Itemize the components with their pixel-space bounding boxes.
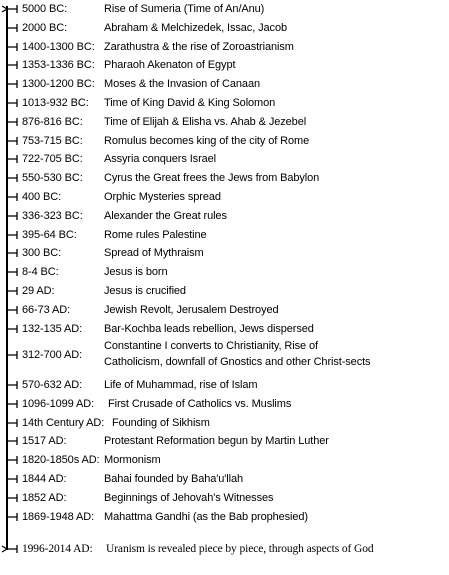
entry-event: Bahai founded by Baha'u'llah	[104, 473, 244, 485]
entry-event: Bar-Kochba leads rebellion, Jews dispersed	[104, 322, 314, 335]
timeline-tick-icon	[0, 169, 22, 188]
entry-date: 1517 AD:	[22, 435, 67, 448]
entry-date: 722-705 BC:	[22, 153, 83, 166]
entry-date: 312-700 AD:	[22, 349, 83, 362]
entry-date: 1013-932 BC:	[22, 97, 89, 109]
timeline-entry	[0, 94, 449, 113]
entry-event: Alexander the Great rules	[104, 209, 227, 222]
entry-date: 876-816 BC:	[22, 115, 83, 128]
entry-date: 14th Century AD:	[22, 416, 105, 429]
timeline-entry	[0, 376, 449, 395]
entry-date: 1996-2014 AD:	[22, 543, 93, 555]
timeline-tick-icon	[0, 56, 22, 75]
entry-date: 1844 AD:	[22, 473, 67, 485]
entry-event: Time of Elijah & Elisha vs. Ahab & Jezebel	[104, 115, 307, 128]
timeline-tick-icon	[0, 395, 22, 414]
entry-event: Life of Muhammad, rise of Islam	[104, 379, 258, 391]
timeline-entry	[0, 470, 449, 489]
entry-event: Romulus becomes king of the city of Rome	[104, 134, 310, 147]
timeline-tick-icon	[0, 540, 22, 559]
timeline-tick-icon	[0, 207, 22, 226]
timeline-entry	[0, 263, 449, 282]
entry-event: Moses & the Invasion of Canaan	[104, 78, 260, 91]
timeline-tick-icon	[0, 38, 22, 57]
timeline-tick-icon	[0, 94, 22, 113]
timeline-tick-icon	[0, 75, 22, 94]
entry-date: 66-73 AD:	[22, 303, 71, 316]
timeline-tick-icon	[0, 414, 22, 433]
entry-event: Cyrus the Great frees the Jews from Babylon	[104, 172, 320, 185]
entry-event: Jewish Revolt, Jerusalem Destroyed	[104, 303, 279, 316]
entry-event: Assyria conquers Israel	[104, 153, 217, 166]
entry-date: 300 BC:	[22, 247, 62, 260]
timeline-entry	[0, 113, 449, 132]
timeline-entry	[0, 19, 449, 38]
timeline-tick-icon	[0, 19, 22, 38]
timeline-tick-icon	[0, 150, 22, 169]
timeline-entry	[0, 226, 449, 245]
timeline-entry	[0, 75, 449, 94]
timeline-entry	[0, 207, 449, 226]
timeline-tick-icon	[0, 301, 22, 320]
timeline-tick-icon	[0, 244, 22, 263]
timeline-tick-icon	[0, 489, 22, 508]
entry-event: Orphic Mysteries spread	[104, 191, 221, 203]
timeline-entry	[0, 132, 449, 151]
entry-date: 132-135 AD:	[22, 322, 83, 335]
entry-event: Mahattma Gandhi (as the Bab prophesied)	[104, 510, 308, 523]
timeline-entry	[0, 56, 449, 75]
timeline-tick-icon	[0, 470, 22, 489]
timeline-entry	[0, 451, 449, 470]
timeline-entry	[0, 169, 449, 188]
timeline-entry	[0, 395, 449, 414]
entry-date: 1353-1336 BC:	[22, 59, 95, 72]
entry-date: 1096-1099 AD:	[22, 397, 95, 410]
entry-event: Rise of Sumeria (Time of An/Anu)	[104, 3, 265, 15]
timeline-tick-icon	[0, 188, 22, 207]
timeline-entry	[0, 150, 449, 169]
entry-date: 753-715 BC:	[22, 134, 83, 147]
entry-event: Rome rules Palestine	[104, 228, 207, 241]
entry-date: 1400-1300 BC:	[22, 40, 95, 53]
timeline-tick-icon	[0, 508, 22, 527]
timeline-entry	[0, 540, 449, 559]
entry-event: Abraham & Melchizedek, Issac, Jacob	[104, 21, 287, 34]
entry-event: Spread of Mythraism	[104, 247, 204, 260]
entry-date: 29 AD:	[22, 285, 55, 297]
entry-event: Beginnings of Jehovah's Witnesses	[104, 491, 274, 504]
timeline-tick-icon	[0, 226, 22, 245]
entry-event: Founding of Sikhism	[112, 416, 210, 429]
entry-date: 395-64 BC:	[22, 228, 77, 241]
entry-event: Constantine I converts to Christianity, Rise of	[104, 340, 318, 353]
entry-event: Jesus is crucified	[104, 285, 186, 297]
timeline-entry	[0, 38, 449, 57]
entry-date: 336-323 BC:	[22, 209, 83, 222]
timeline-entry	[0, 244, 449, 263]
entry-date: 1869-1948 AD:	[22, 510, 95, 523]
entry-date: 570-632 AD:	[22, 379, 83, 391]
entry-event: Zarathustra & the rise of Zoroastrianism	[104, 40, 294, 53]
entry-event-continued: Catholicism, downfall of Gnostics and other Christ-sects	[104, 356, 371, 369]
timeline-entry	[0, 489, 449, 508]
timeline-tick-icon	[0, 282, 22, 301]
timeline-tick-icon	[0, 320, 22, 339]
entry-date: 8-4 BC:	[22, 266, 59, 279]
entry-event: Uranism is revealed piece by piece, through aspects of God	[106, 543, 374, 555]
timeline-tick-icon	[0, 132, 22, 151]
timeline-entry	[0, 188, 449, 207]
entry-date: 5000 BC:	[22, 3, 68, 15]
entry-date: 400 BC:	[22, 191, 62, 203]
timeline-tick-icon	[0, 376, 22, 395]
timeline-tick-icon	[0, 346, 22, 365]
timeline-entry	[0, 301, 449, 320]
entry-event: Pharaoh Akenaton of Egypt	[104, 59, 236, 72]
entry-event: Jesus is born	[104, 266, 168, 279]
timeline-tick-icon	[0, 263, 22, 282]
entry-date: 2000 BC:	[22, 21, 68, 34]
timeline-entry	[0, 320, 449, 339]
entry-date: 1852 AD:	[22, 491, 67, 504]
timeline-entry	[0, 282, 449, 301]
timeline-tick-icon	[0, 0, 22, 19]
timeline-tick-icon	[0, 432, 22, 451]
entry-event: Mormonism	[104, 454, 161, 467]
timeline-entry	[0, 432, 449, 451]
timeline-tick-icon	[0, 113, 22, 132]
entry-date: 1300-1200 BC:	[22, 78, 95, 91]
timeline-entry	[0, 0, 449, 19]
timeline-entry	[0, 414, 449, 433]
entry-event: First Crusade of Catholics vs. Muslims	[108, 397, 292, 410]
timeline-entry	[0, 508, 449, 527]
entry-date: 1820-1850s AD:	[22, 454, 100, 467]
entry-event: Protestant Reformation begun by Martin Luther	[104, 435, 329, 448]
entry-date: 550-530 BC:	[22, 172, 83, 185]
timeline-tick-icon	[0, 451, 22, 470]
timeline-entry	[0, 340, 449, 369]
entry-event: Time of King David & King Solomon	[104, 97, 276, 109]
